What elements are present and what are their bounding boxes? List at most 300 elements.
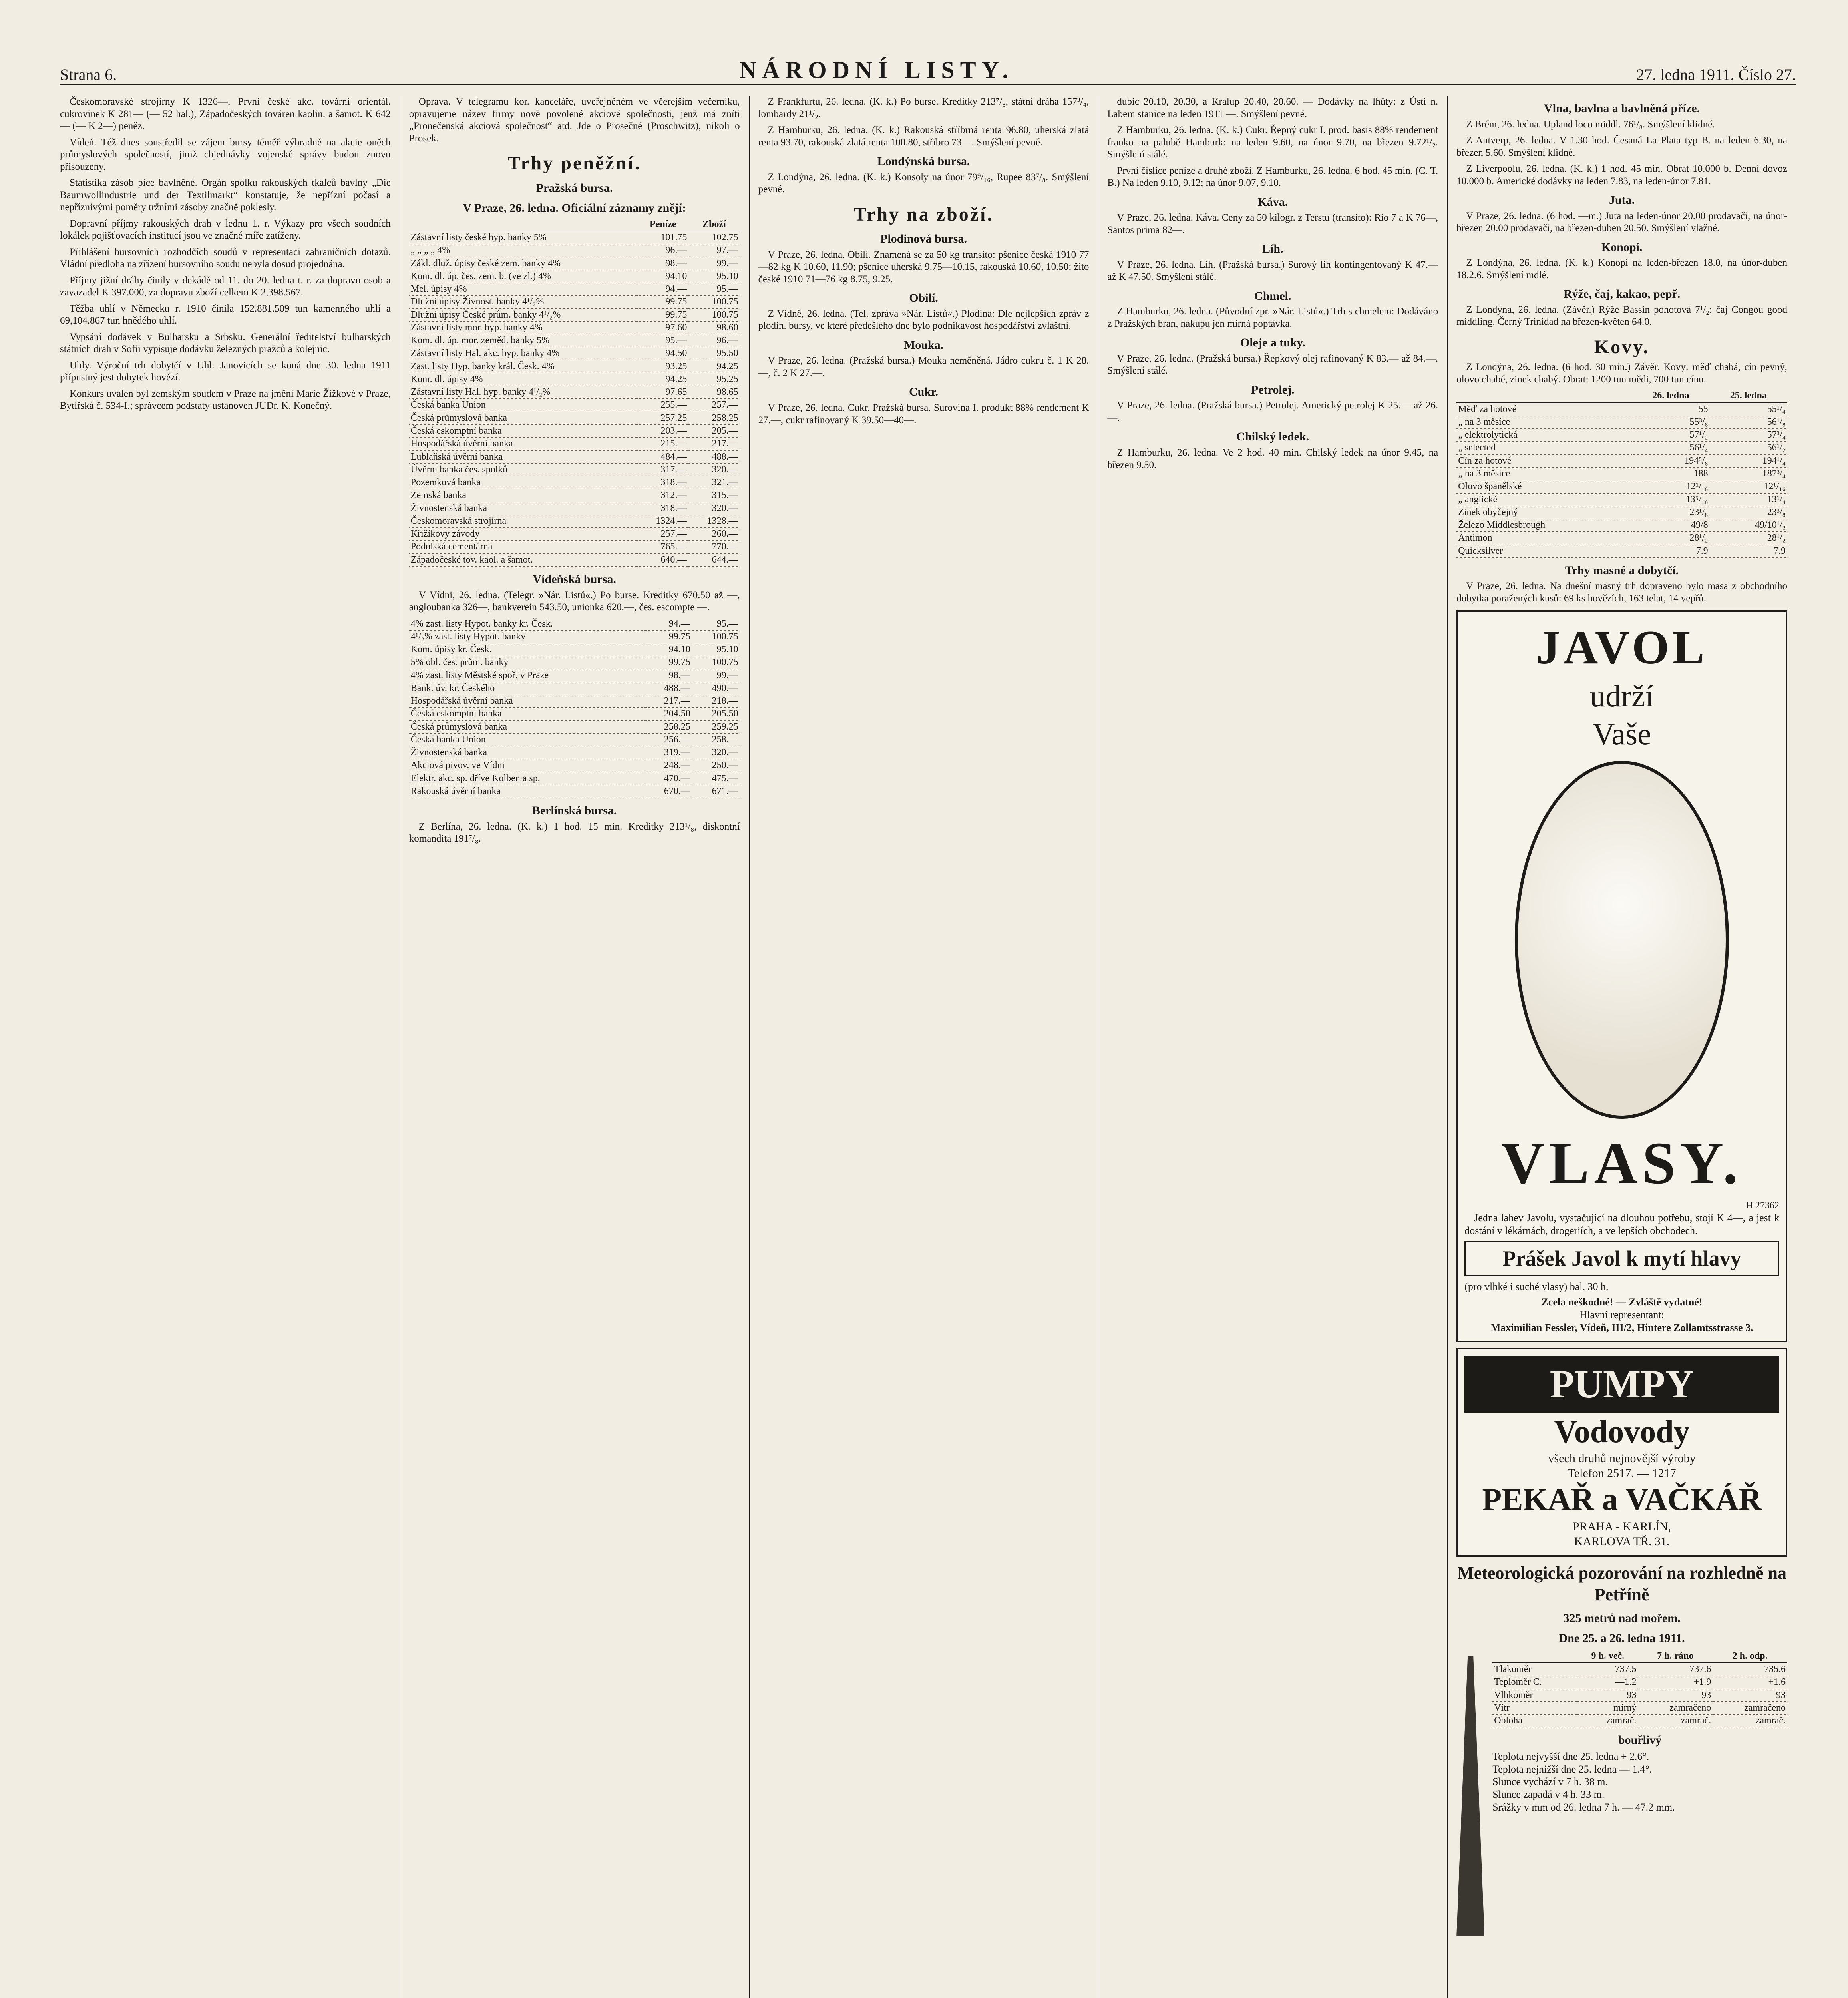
table-cell-value: 96.—: [637, 244, 688, 257]
table-row: [409, 772, 740, 785]
table-row: [409, 476, 740, 489]
table-cell-label: Cín za hotové: [1456, 454, 1632, 467]
table-row: [409, 463, 740, 476]
table-cell-value: 256.—: [644, 733, 692, 746]
table-cell-value: 12¹/₁₆: [1710, 480, 1787, 493]
table-cell-value: 95.—: [637, 334, 688, 347]
table-row: [409, 450, 740, 463]
table-cell-value: 55: [1632, 403, 1709, 416]
javol-powder: Prášek Javol k mytí hlavy: [1464, 1241, 1779, 1276]
table-cell-label: Elektr. akc. sp. dříve Kolben a sp.: [409, 772, 644, 785]
paragraph: Z Hamburku, 26. ledna. (Původní zpr. »Nár. Listů«.) Trh s chmelem: Dodáváno z Pražských bran, nákupu jen mírná poptávka.: [1107, 306, 1438, 329]
section-subtitle: Londýnská bursa.: [877, 155, 970, 168]
prague-bourse-table: [409, 218, 740, 567]
table-cell-label: Zástavní listy mor. hyp. banky 4%: [409, 321, 637, 334]
petrin-tower-icon: [1456, 1656, 1484, 1936]
javol-warning: Zcela neškodné! — Zvláště vydatné!: [1541, 1296, 1703, 1308]
javol-slogan-2: Vaše: [1592, 716, 1651, 752]
javol-code: H 27362: [1746, 1200, 1779, 1211]
table-cell-label: Zinek obyčejný: [1456, 506, 1632, 519]
paragraph: Z Hamburku, 26. ledna. Ve 2 hod. 40 min. Chilský ledek na únor 9.45, na březen 9.50.: [1107, 447, 1438, 470]
table-cell-value: 260.—: [688, 528, 740, 541]
table-cell-value: 99.—: [692, 669, 740, 682]
table-cell-value: 96.—: [688, 334, 740, 347]
table-cell-label: Křižíkovy závody: [409, 528, 637, 541]
table-cell-value: 257.25: [637, 412, 688, 424]
table-cell-value: 94.25: [688, 360, 740, 373]
issue-date: 27. ledna 1911. Číslo 27.: [1636, 66, 1796, 84]
table-cell-label: Olovo španělské: [1456, 480, 1632, 493]
table-row: [409, 308, 740, 321]
column-2: [400, 96, 749, 1998]
table-cell-label: „ „ „ „ 4%: [409, 244, 637, 257]
table-cell-value: 93.25: [637, 360, 688, 373]
column-1: [60, 96, 400, 1998]
table-cell-value: 13¹/₄: [1710, 493, 1787, 506]
weather-note: Teplota nejnižší dne 25. ledna — 1.4°.: [1492, 1763, 1652, 1775]
table-cell-label: Tlakoměr: [1492, 1663, 1577, 1676]
table-cell-value: 56¹/₈: [1710, 416, 1787, 428]
weather-report: [1456, 1562, 1787, 1944]
table-cell-value: 203.—: [637, 424, 688, 437]
paragraph: Příjmy jižní dráhy činily v dekádě od 11. do 20. ledna t. r. za dopravu osob a zavazadel K 397.000, za dopravu zboží celkem K 2,398.567.: [60, 275, 391, 298]
table-cell-value: 95.—: [692, 618, 740, 631]
table-cell-value: 7.9: [1710, 545, 1787, 557]
table-cell-value: 49/10¹/₂: [1710, 519, 1787, 532]
section-subtitle: Cukr.: [909, 385, 939, 399]
table-cell-value: 12¹/₁₆: [1632, 480, 1709, 493]
table-cell-value: 217.—: [644, 695, 692, 708]
table-row: [409, 360, 740, 373]
table-row: [409, 347, 740, 360]
table-cell-value: 205.—: [688, 424, 740, 437]
table-row: [409, 553, 740, 566]
table-cell-value: —1.2: [1577, 1676, 1638, 1689]
weather-dates: Dne 25. a 26. ledna 1911.: [1559, 1632, 1685, 1645]
weather-note: Slunce vychází v 7 h. 38 m.: [1492, 1776, 1608, 1788]
table-cell-label: Česká průmyslová banka: [409, 720, 644, 733]
javol-brand: JAVOL: [1536, 621, 1708, 674]
weather-note: Slunce zapadá v 4 h. 33 m.: [1492, 1789, 1605, 1801]
table-row: [409, 759, 740, 772]
table-cell-value: 94.—: [644, 618, 692, 631]
paragraph: Jedna lahev Javolu, vystačující na dlouhou potřebu, stojí K 4—, a jest k dostání v lékárnách, drogeriích, a ve lepších obchodech.: [1464, 1212, 1779, 1237]
paragraph: Z Londýna, 26. ledna. (K. k.) Konsoly na únor 79⁹/₁₆, Rupee 83⁷/₈. Smýšlení pevné.: [758, 171, 1089, 195]
paragraph: Statistika zásob píce bavlněné. Orgán spolku rakouských tkalců bavlny „Die Baumwollindustrie und der Textilmarkt“ konstatuje, že nepřízní počasí a nepříznivými poměry tržními zásoby značně poklesly.: [60, 177, 391, 213]
table-row: [409, 630, 740, 643]
table-cell-value: 23¹/₈: [1632, 506, 1709, 519]
table-cell-label: Vlhkoměr: [1492, 1689, 1577, 1701]
page-number: Strana 6.: [60, 66, 117, 84]
table-row: [1456, 468, 1787, 480]
table-cell-value: 318.—: [637, 476, 688, 489]
column-3: [749, 96, 1098, 1998]
table-row: [409, 695, 740, 708]
paragraph: Z Frankfurtu, 26. ledna. (K. k.) Po burse. Kreditky 213⁷/₈, státní dráha 157³/₄, lombardy 21¹/₂.: [758, 96, 1089, 119]
table-cell-value: +1.9: [1638, 1676, 1713, 1689]
table-cell-value: 57³/₄: [1710, 429, 1787, 442]
section-subtitle: Petrolej.: [1251, 383, 1295, 396]
pumpy-desc: všech druhů nejnovější výroby: [1548, 1452, 1696, 1465]
head-illustration-icon: [1515, 761, 1729, 1119]
table-cell-label: Bank. úv. kr. Českého: [409, 682, 644, 695]
table-header: [1456, 390, 1632, 402]
table-row: [1492, 1663, 1787, 1676]
paragraph: V Praze, 26. ledna. Obilí. Znamená se za 50 kg transito: pšenice česká 1910 77—82 kg K 10.60, 11.90; pšenice uherská 9.75—10.15, rakouská 10.60, 10.50; žito české 1910 71—76 kg 8.75, 9.25.: [758, 249, 1089, 285]
table-header: 7 h. ráno: [1638, 1650, 1713, 1663]
pumpy-brand: PUMPY: [1464, 1356, 1779, 1413]
table-cell-label: 4% zast. listy Městské spoř. v Praze: [409, 669, 644, 682]
table-cell-value: 95.—: [688, 283, 740, 296]
table-cell-value: 488.—: [688, 450, 740, 463]
table-row: [1456, 519, 1787, 532]
table-cell-value: 49/8: [1632, 519, 1709, 532]
table-cell-value: 218.—: [692, 695, 740, 708]
table-cell-label: Česká průmyslová banka: [409, 412, 637, 424]
section-subtitle: Chmel.: [1254, 289, 1291, 302]
table-cell-value: 100.75: [692, 656, 740, 669]
paragraph: dubic 20.10, 20.30, a Kralup 20.40, 20.60. — Dodávky na lhůty: z Ústí n. Labem stanice na leden 1911 —. Smýšlení pevné.: [1107, 96, 1438, 119]
table-cell-value: 484.—: [637, 450, 688, 463]
table-row: [1456, 429, 1787, 442]
weather-note: Teplota nejvyšší dne 25. ledna + 2.6°.: [1492, 1750, 1649, 1762]
weather-note: Srážky v mm od 26. ledna 7 h. — 47.2 mm.: [1492, 1801, 1675, 1813]
table-cell-value: 320.—: [688, 463, 740, 476]
table-cell-value: 765.—: [637, 541, 688, 553]
table-row: [1456, 416, 1787, 428]
section-subtitle: Berlínská bursa.: [532, 804, 617, 818]
table-cell-value: 99.75: [644, 630, 692, 643]
table-cell-value: 55³/₈: [1632, 416, 1709, 428]
metals-table: [1456, 390, 1787, 557]
table-cell-label: Akciová pivov. ve Vídni: [409, 759, 644, 772]
paragraph: Z Londýna, 26. ledna. (6 hod. 30 min.) Závěr. Kovy: měď chabá, cín pevný, olovo chabé, zinek chabý. Obrat: 1200 tun mědi, 700 tun cínu.: [1456, 362, 1787, 385]
paragraph: Z Brém, 26. ledna. Upland loco middl. 76¹/₈. Smýšlení klidné.: [1466, 119, 1715, 130]
table-cell-value: 95.50: [688, 347, 740, 360]
table-cell-value: 312.—: [637, 489, 688, 502]
table-cell-value: 317.—: [637, 463, 688, 476]
table-cell-label: Úvěrní banka čes. spolků: [409, 463, 637, 476]
table-cell-label: Česká eskomptní banka: [409, 424, 637, 437]
table-row: [409, 424, 740, 437]
table-cell-value: 258.25: [688, 412, 740, 424]
table-cell-value: 194⁵/₈: [1632, 454, 1709, 467]
table-cell-value: 490.—: [692, 682, 740, 695]
paragraph: Z Berlína, 26. ledna. (K. k.) 1 hod. 15 min. Kreditky 213¹/₈, diskontní komandita 191⁷/₈.: [409, 821, 740, 844]
table-cell-label: 5% obl. čes. prům. banky: [409, 656, 644, 669]
table-cell-value: 737.6: [1638, 1663, 1713, 1676]
table-cell-value: 319.—: [644, 746, 692, 759]
section-subtitle: Pražská bursa.: [536, 181, 613, 195]
table-cell-value: 670.—: [644, 785, 692, 798]
table-row: [409, 528, 740, 541]
table-row: [1456, 506, 1787, 519]
table-cell-value: 93: [1638, 1689, 1713, 1701]
table-row: [409, 244, 740, 257]
table-row: [409, 399, 740, 412]
table-cell-value: 250.—: [692, 759, 740, 772]
table-cell-value: 215.—: [637, 438, 688, 450]
table-row: [409, 515, 740, 527]
table-cell-value: 315.—: [688, 489, 740, 502]
table-cell-value: 56¹/₄: [1632, 442, 1709, 454]
table-cell-value: 7.9: [1632, 545, 1709, 557]
weather-title: Meteorologická pozorování na rozhledně na Petříně: [1457, 1563, 1786, 1604]
section-title: Kovy.: [1594, 336, 1650, 358]
table-cell-value: 188: [1632, 468, 1709, 480]
column-5: [1447, 96, 1796, 1998]
pumpy-brand-right: Vodovody: [1554, 1414, 1690, 1449]
table-cell-value: 320.—: [692, 746, 740, 759]
table-cell-value: 93: [1713, 1689, 1787, 1701]
paragraph: Oprava. V telegramu kor. kanceláře, uveřejněném ve včerejším večerníku, opravujeme název firmy nově povolené akciové společnosti, jenž má zníti „Pronečenská akciová společnost“ atd. Jde o Prosečné (Proschwitz), nikoli o Prosek.: [409, 96, 740, 144]
pumpy-phone: Telefon 2517. — 1217: [1568, 1466, 1676, 1480]
table-row: [409, 746, 740, 759]
table-cell-value: 1324.—: [637, 515, 688, 527]
javol-slogan-1: udrží: [1589, 678, 1654, 713]
table-cell-value: 98.65: [688, 386, 740, 399]
table-cell-label: 4¹/₂% zast. listy Hypot. banky: [409, 630, 644, 643]
table-cell-value: 97.65: [637, 386, 688, 399]
table-row: [409, 682, 740, 695]
table-cell-value: 98.—: [637, 257, 688, 270]
paragraph: Z Hamburku, 26. ledna. (K. k.) Cukr. Řepný cukr I. prod. basis 88% rendement franko na palubě Hamburk: na leden 9.60, na únor 9.70, na březen 9.72¹/₂. Smýšlení stálé.: [1107, 125, 1438, 160]
table-cell-label: Zákl. dluž. úpisy české zem. banky 4%: [409, 257, 637, 270]
paragraph: První číslice peníze a druhé zboží. Z Hamburku, 26. ledna. 6 hod. 45 min. (C. T. B.) Na leden 9.10, 9.12; na únor 9.07, 9.10.: [1107, 165, 1438, 188]
table-cell-value: 98.60: [688, 321, 740, 334]
table-header: 2 h. odp.: [1713, 1650, 1787, 1663]
table-cell-value: 488.—: [644, 682, 692, 695]
table-row: [1492, 1715, 1787, 1727]
table-cell-value: 94.25: [637, 373, 688, 386]
table-cell-value: 98.—: [644, 669, 692, 682]
table-row: [1492, 1689, 1787, 1701]
table-cell-label: Zástavní listy Hal. hyp. banky 4¹/₂%: [409, 386, 637, 399]
table-cell-label: Kom. dl. úp. čes. zem. b. (ve zl.) 4%: [409, 270, 637, 283]
paragraph: Z Liverpoolu, 26. ledna. (K. k.) 1 hod. 45 min. Obrat 10.000 b. Denní dovoz 10.000 b. Americké dodávky na leden 7.83, na leden-únor 7.81.: [1456, 163, 1787, 187]
table-cell-label: Kom. dl. úpisy 4%: [409, 373, 637, 386]
table-cell-value: 770.—: [688, 541, 740, 553]
table-cell-value: 258.—: [692, 733, 740, 746]
paragraph: Těžba uhlí v Německu r. 1910 činila 152.881.509 tun kamenného uhlí a 69,104.867 tun hnědého uhlí.: [60, 303, 391, 326]
table-row: [1456, 403, 1787, 416]
table-cell-label: „ na 3 měsíce: [1456, 416, 1632, 428]
table-row: [409, 373, 740, 386]
newspaper-title: NÁRODNÍ LISTY.: [739, 57, 1014, 83]
section-subtitle: Chilský ledek.: [1236, 430, 1309, 444]
table-cell-value: 99.75: [637, 296, 688, 308]
paragraph: V Vídni, 26. ledna. (Telegr. »Nár. Listů«.) Po burse. Kreditky 670.50 až —, angloubanka 326—, bankverein 543.50, unionka 620.—, čes. escompte —.: [409, 589, 740, 613]
paragraph: Konkurs uvalen byl zemským soudem v Praze na jmění Marie Žižkové v Praze, Bytířská č. 534-I.; správcem podstaty ustanoven JUDr. K. Konečný.: [60, 388, 391, 411]
table-cell-value: 470.—: [644, 772, 692, 785]
table-cell-value: 640.—: [637, 553, 688, 566]
table-cell-value: 1328.—: [688, 515, 740, 527]
table-header: 9 h. več.: [1577, 1650, 1638, 1663]
paragraph: V Praze, 26. ledna. Líh. (Pražská bursa.) Surový líh kontingentovaný K 47.— až K 47.50. Smýšlení stálé.: [1107, 259, 1438, 283]
section-subtitle: Vídeňská bursa.: [533, 572, 616, 586]
table-row: [409, 733, 740, 746]
table-cell-label: Mel. úpisy 4%: [409, 283, 637, 296]
table-row: [1456, 442, 1787, 454]
section-subtitle: Konopí.: [1601, 240, 1643, 254]
table-cell-label: Hospodářská úvěrní banka: [409, 695, 644, 708]
javol-advertisement: [1456, 610, 1787, 1342]
section-subtitle: Mouka.: [903, 338, 944, 352]
table-cell-value: 258.25: [644, 720, 692, 733]
table-cell-label: Rakouská úvěrní banka: [409, 785, 644, 798]
table-cell-value: 94.10: [644, 643, 692, 656]
table-cell-value: 28¹/₂: [1632, 532, 1709, 545]
section-subtitle: Káva.: [1257, 195, 1288, 209]
table-cell-value: zamrač.: [1577, 1715, 1638, 1727]
table-cell-value: 57¹/₂: [1632, 429, 1709, 442]
table-cell-label: „ elektrolytická: [1456, 429, 1632, 442]
section-title: Trhy na zboží.: [853, 203, 994, 225]
paragraph: Z Londýna, 26. ledna. (K. k.) Konopí na leden-březen 18.0, na únor-duben 18.2.6. Smýšlení mdlé.: [1456, 257, 1787, 281]
table-header: Peníze: [637, 218, 688, 231]
table-cell-value: 23³/₈: [1710, 506, 1787, 519]
pumpy-address: KARLOVA TŘ. 31.: [1574, 1534, 1670, 1548]
table-row: [409, 489, 740, 502]
table-cell-label: Západočeské tov. kaol. a šamot.: [409, 553, 637, 566]
table-cell-value: zamrač.: [1713, 1715, 1787, 1727]
table-cell-value: 13⁵/₁₆: [1632, 493, 1709, 506]
table-cell-label: Antimon: [1456, 532, 1632, 545]
table-cell-label: Hospodářská úvěrní banka: [409, 438, 637, 450]
table-cell-value: 100.75: [688, 296, 740, 308]
vienna-bourse-table: [409, 618, 740, 798]
table-cell-value: 102.75: [688, 231, 740, 244]
table-cell-label: Zast. listy Hyp. banky král. Česk. 4%: [409, 360, 637, 373]
weather-table: [1492, 1650, 1787, 1728]
table-cell-label: Živnostenská banka: [409, 746, 644, 759]
paragraph: Z Antverp, 26. ledna. V 1.30 hod. Česaná La Plata typ B. na leden 6.30, na březen 5.60. Smýšlení klidné.: [1456, 135, 1787, 158]
table-cell-label: Kom. úpisy kr. Česk.: [409, 643, 644, 656]
section-subtitle: Trhy masné a dobytčí.: [1565, 563, 1679, 577]
table-row: [409, 708, 740, 720]
table-cell-label: „ selected: [1456, 442, 1632, 454]
section-subtitle: Líh.: [1262, 242, 1283, 256]
paragraph: Vypsání dodávek v Bulharsku a Srbsku. Generální ředitelství bulharských státních drah v Sofii vypisuje dodávku železných pražců a kolejnic.: [60, 331, 391, 354]
table-row: [409, 541, 740, 553]
table-cell-value: 97.—: [688, 244, 740, 257]
table-cell-value: 94.50: [637, 347, 688, 360]
columns: [60, 96, 1796, 1998]
table-cell-label: Dlužní úpisy České prům. banky 4¹/₂%: [409, 308, 637, 321]
table-cell-value: 475.—: [692, 772, 740, 785]
table-row: [1492, 1676, 1787, 1689]
table-cell-label: Kom. dl. úp. mor. zeměd. banky 5%: [409, 334, 637, 347]
table-cell-value: 100.75: [692, 630, 740, 643]
table-cell-value: 99.75: [637, 308, 688, 321]
table-cell-value: 93: [1577, 1689, 1638, 1701]
table-cell-value: 255.—: [637, 399, 688, 412]
paragraph: V Praze, 26. ledna. Káva. Ceny za 50 kilogr. z Terstu (transito): Rio 7 a K 76—, Santos prima 82—.: [1107, 212, 1438, 235]
section-title: Trhy peněžní.: [507, 153, 641, 174]
pumpy-city: PRAHA - KARLÍN,: [1573, 1520, 1671, 1533]
paragraph: V Praze, 26. ledna. (Pražská bursa.) Řepkový olej rafinovaný K 83.— až 84.—. Smýšlení stálé.: [1107, 353, 1438, 376]
weather-notes: [1492, 1750, 1787, 1814]
table-cell-label: Česká eskomptní banka: [409, 708, 644, 720]
pumpy-firm: PEKAŘ a VAČKÁŘ: [1482, 1482, 1762, 1518]
table-cell-value: 194¹/₄: [1710, 454, 1787, 467]
paragraph: V Praze, 26. ledna. (Pražská bursa.) Petrolej. Americký petrolej K 25.— až 26.—.: [1107, 400, 1438, 423]
table-cell-label: Obloha: [1492, 1715, 1577, 1727]
table-row: [1456, 545, 1787, 557]
table-cell-value: 735.6: [1713, 1663, 1787, 1676]
table-cell-value: zamračeno: [1638, 1701, 1713, 1714]
table-cell-value: 101.75: [637, 231, 688, 244]
table-row: [409, 643, 740, 656]
table-row: [409, 321, 740, 334]
javol-product: VLASY.: [1501, 1130, 1743, 1197]
table-row: [409, 257, 740, 270]
table-cell-label: Českomoravská strojírna: [409, 515, 637, 527]
paragraph: V Praze, 26. ledna. (Pražská bursa.) Mouka neměněná. Jádro cukru č. 1 K 28.—, č. 2 K 27.—.: [758, 355, 1089, 378]
table-row: [1456, 493, 1787, 506]
table-row: [409, 438, 740, 450]
table-row: [1456, 480, 1787, 493]
table-cell-label: Lublaňská úvěrní banka: [409, 450, 637, 463]
section-subtitle: Rýže, čaj, kakao, pepř.: [1563, 287, 1681, 301]
table-row: [1456, 532, 1787, 545]
table-cell-label: Železo Middlesbrough: [1456, 519, 1632, 532]
weather-stormy: bouřlivý: [1618, 1733, 1662, 1747]
table-header: 25. ledna: [1710, 390, 1787, 402]
paragraph: Vídeň. Též dnes soustředil se zájem bursy téměř výhradně na akcie oněch průmyslových společností, jimž chjednávky vojenské správy budou znovu přisouzeny.: [60, 137, 391, 172]
table-cell-value: 318.—: [637, 502, 688, 515]
table-cell-label: Česká banka Union: [409, 399, 637, 412]
table-cell-value: 671.—: [692, 785, 740, 798]
table-cell-value: mírný: [1577, 1701, 1638, 1714]
table-cell-label: Zemská banka: [409, 489, 637, 502]
paragraph: Přihlášení bursovních rozhodčích soudů v representaci zahraničních dotazů. Vládní předloha na zřízení bursovního soudu nebyla dosud projednána.: [60, 246, 391, 269]
table-cell-value: 217.—: [688, 438, 740, 450]
table-cell-label: Teploměr C.: [1492, 1676, 1577, 1689]
table-cell-value: 94.—: [637, 283, 688, 296]
table-cell-value: 257.—: [688, 399, 740, 412]
table-cell-value: 204.50: [644, 708, 692, 720]
table-cell-value: 56¹/₂: [1710, 442, 1787, 454]
table-row: [409, 785, 740, 798]
paragraph: Uhly. Výroční trh dobytčí v Uhl. Janovicích se koná dne 30. ledna 1911 přípustný jest dobytek hovězí.: [60, 360, 391, 383]
table-cell-value: 95.10: [688, 270, 740, 283]
table-row: [409, 334, 740, 347]
javol-powder-note: (pro vlhké i suché vlasy) bal. 30 h.: [1464, 1280, 1609, 1292]
column-4: [1098, 96, 1447, 1998]
table-cell-label: „ na 3 měsíce: [1456, 468, 1632, 480]
table-cell-value: 100.75: [688, 308, 740, 321]
table-row: [409, 296, 740, 308]
section-subtitle: Plodinová bursa.: [880, 232, 967, 246]
table-cell-label: „ anglické: [1456, 493, 1632, 506]
table-header: [409, 218, 637, 231]
table-cell-label: Vítr: [1492, 1701, 1577, 1714]
table-cell-value: 257.—: [637, 528, 688, 541]
section-subtitle: Obilí.: [909, 291, 938, 305]
section-subtitle: Juta.: [1609, 193, 1635, 207]
table-row: [409, 720, 740, 733]
table-cell-label: Pozemková banka: [409, 476, 637, 489]
table-header: Zboží: [688, 218, 740, 231]
table-cell-value: 55¹/₄: [1710, 403, 1787, 416]
table-cell-value: 97.60: [637, 321, 688, 334]
table-row: [409, 412, 740, 424]
section-note: V Praze, 26. ledna. Oficiální záznamy znějí:: [463, 201, 686, 215]
table-cell-value: 259.25: [692, 720, 740, 733]
table-cell-value: 99.75: [644, 656, 692, 669]
table-cell-value: zamrač.: [1638, 1715, 1713, 1727]
